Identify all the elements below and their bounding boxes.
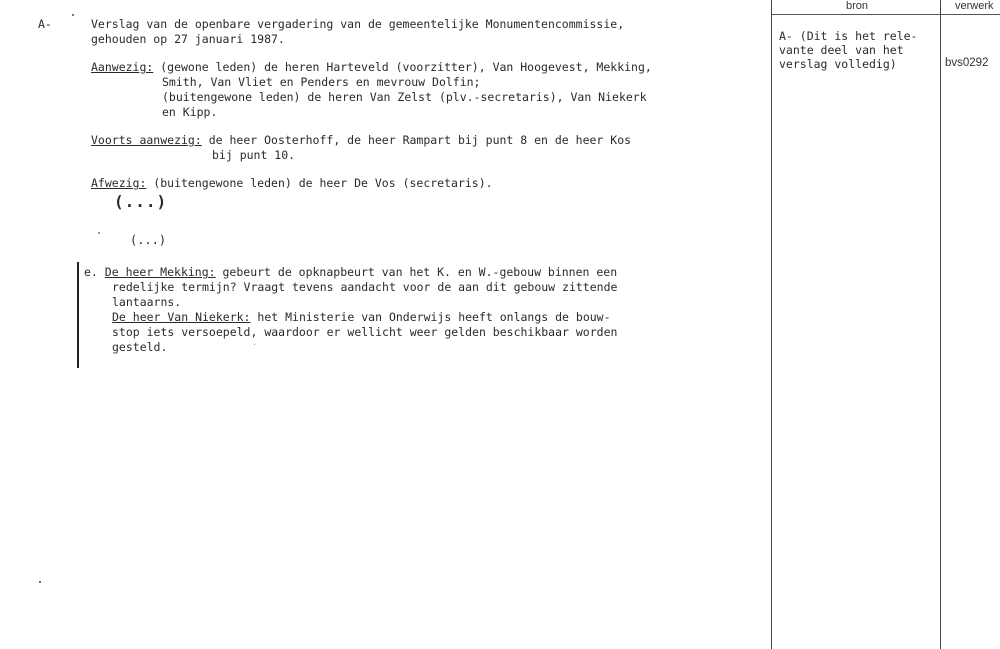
column-divider-right: [940, 0, 941, 649]
bron-note-line-1: A- (Dit is het rele-: [779, 29, 918, 43]
voorts-line-1: [91, 133, 631, 148]
scan-speck: [72, 14, 74, 16]
mekking-text: gebeurt de opknapbeurt van het K. en W.-gebouw binnen een: [215, 265, 618, 279]
aanwezig-label: Aanwezig:: [91, 60, 154, 74]
bron-note-line-2: vante deel van het: [779, 43, 904, 57]
margin-label: A-: [38, 17, 52, 31]
header-bottom-rule: [771, 14, 1000, 15]
title-line-1: Verslag van de openbare vergadering van de gemeentelijke Monumentencommissie,: [91, 17, 625, 31]
column-divider-left: [771, 0, 772, 649]
voorts-line-2: bij punt 10.: [212, 148, 296, 162]
afwezig-line: [91, 176, 493, 191]
aanwezig-text: (gewone leden) de heren Harteveld (voorzitter), Van Hoogevest, Mekking,: [153, 60, 652, 74]
column-header-verwerk: verwerk: [955, 0, 994, 12]
aanwezig-line-2: Smith, Van Vliet en Penders en mevrouw Dolfin;: [162, 75, 481, 89]
scan-speck: [39, 581, 41, 583]
aanwezig-line-4: en Kipp.: [162, 105, 218, 119]
item-e-line-6: gesteld.: [112, 340, 168, 354]
aanwezig-line-3: (buitengewone leden) de heren Van Zelst (plv.-secretaris), Van Niekerk: [162, 90, 647, 104]
scan-speck: [254, 344, 255, 345]
van-niekerk-text: het Ministerie van Onderwijs heeft onlangs de bouw-: [250, 310, 611, 324]
speaker-van-niekerk: De heer Van Niekerk:: [112, 310, 251, 324]
voorts-label: Voorts aanwezig:: [91, 133, 202, 147]
ellipsis-typed: (...): [130, 233, 167, 247]
aanwezig-line-1: [91, 60, 652, 75]
ellipsis-handwritten: (...): [114, 192, 168, 211]
bron-note-line-3: verslag volledig): [779, 57, 897, 71]
verwerk-code: bvs0292: [945, 57, 989, 69]
afwezig-label: Afwezig:: [91, 176, 147, 190]
item-e-line-2: redelijke termijn? Vraagt tevens aandacht voor de aan dit gebouw zittende: [112, 280, 618, 294]
title-line-2: gehouden op 27 januari 1987.: [91, 32, 285, 46]
afwezig-text: (buitengewone leden) de heer De Vos (secretaris).: [146, 176, 493, 190]
column-header-bron: bron: [846, 0, 869, 12]
scan-speck: [98, 232, 100, 234]
item-e-line-5: stop iets versoepeld, waardoor er wellicht weer gelden beschikbaar worden: [112, 325, 618, 339]
item-e-marker: e.: [84, 265, 98, 279]
margin-bar: [77, 262, 79, 368]
item-e-line-4: [112, 310, 611, 325]
voorts-text: de heer Oosterhoff, de heer Rampart bij punt 8 en de heer Kos: [201, 133, 632, 147]
item-e-line-1: [84, 265, 617, 280]
speaker-mekking: De heer Mekking:: [104, 265, 216, 279]
item-e-line-3: lantaarns.: [112, 295, 182, 309]
